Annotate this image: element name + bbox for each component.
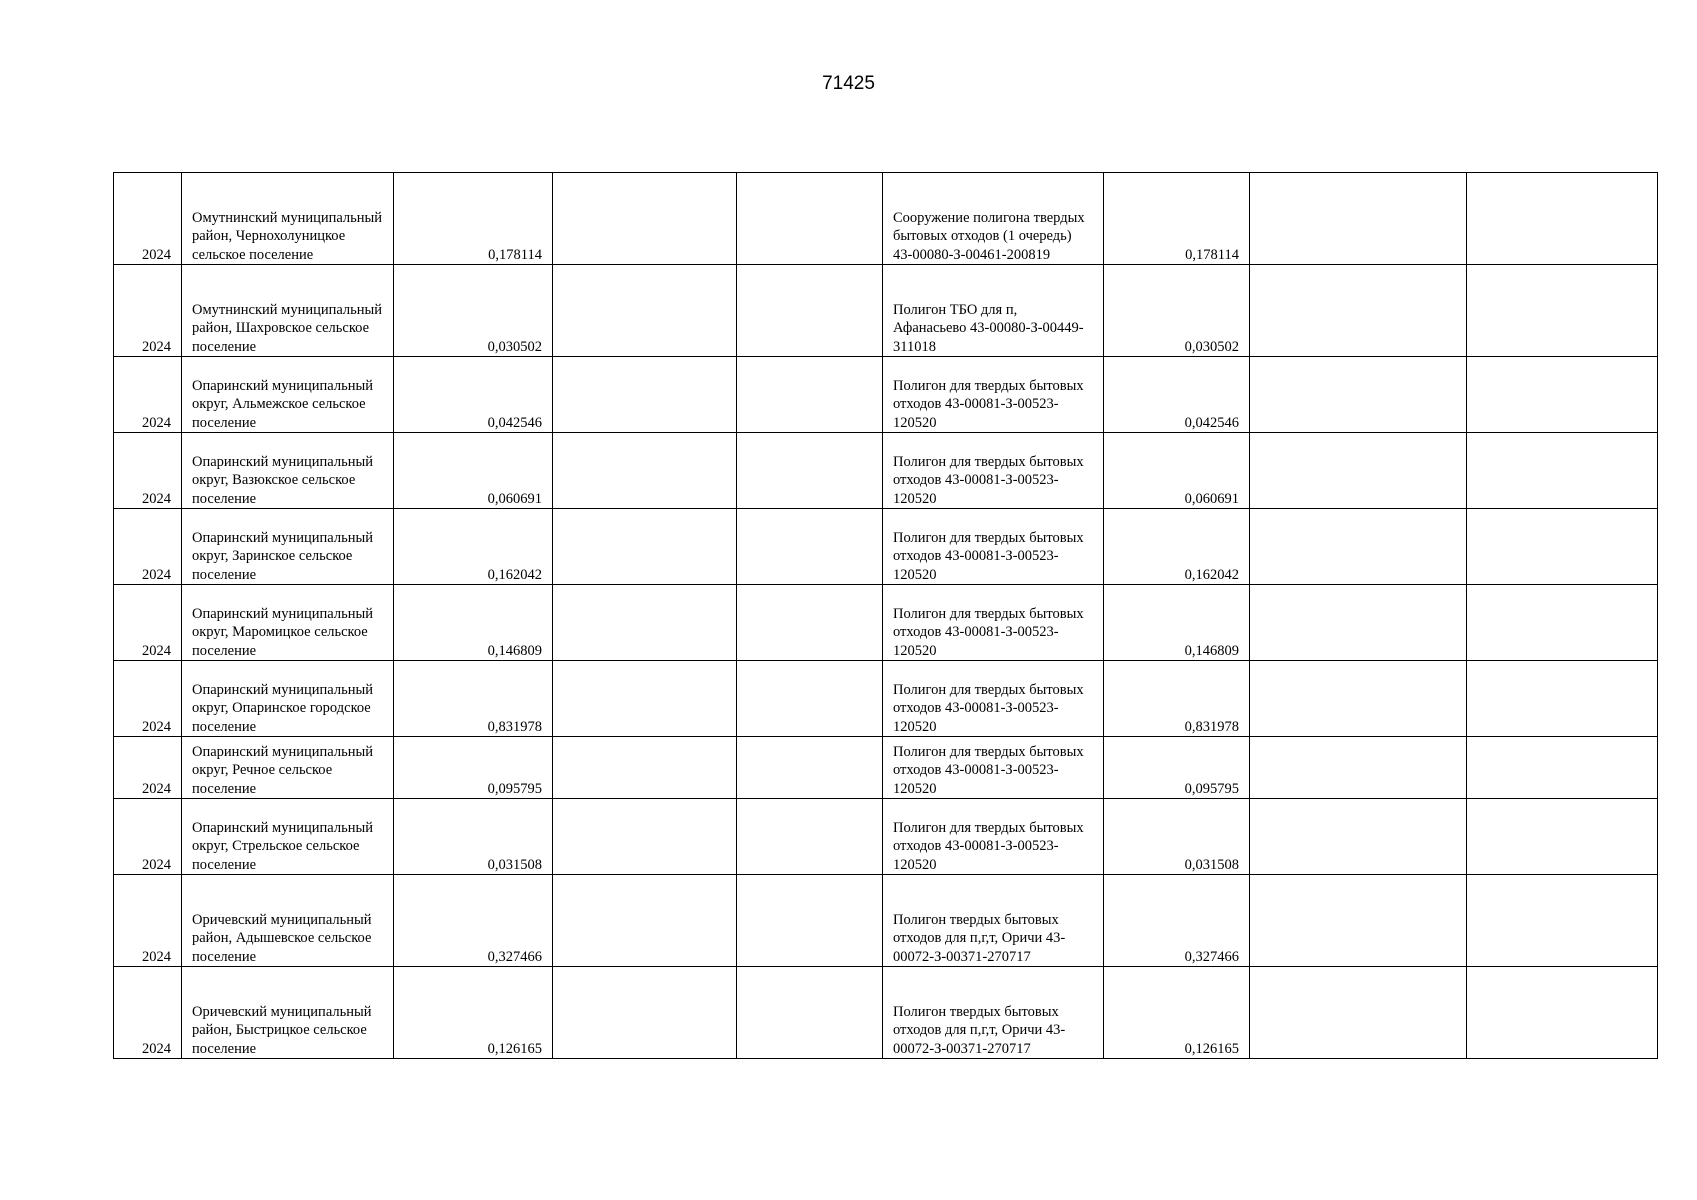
empty-cell [737, 357, 883, 433]
municipality-cell: Омутнинский муниципальный район, Шахровское сельское поселение [182, 265, 394, 357]
page-number: 71425 [822, 73, 875, 94]
empty-cell [1467, 433, 1658, 509]
table-row [114, 585, 1658, 661]
empty-cell [1250, 509, 1467, 585]
object-cell: Полигон твердых бытовых отходов для п,г,т, Оричи 43-00072-З-00371-270717 [883, 875, 1104, 967]
year-cell: 2024 [114, 967, 182, 1059]
empty-cell [553, 433, 737, 509]
table-row [114, 737, 1658, 799]
empty-cell [1467, 967, 1658, 1059]
municipality-cell: Омутнинский муниципальный район, Чернохолуницкое сельское поселение [182, 173, 394, 265]
municipality-cell: Опаринский муниципальный округ, Маромицкое сельское поселение [182, 585, 394, 661]
object-amount-cell: 0,042546 [1104, 357, 1250, 433]
year-cell: 2024 [114, 433, 182, 509]
empty-cell [1467, 737, 1658, 799]
empty-cell [1250, 875, 1467, 967]
empty-cell [1250, 967, 1467, 1059]
empty-cell [1250, 433, 1467, 509]
empty-cell [553, 357, 737, 433]
table-row [114, 173, 1658, 265]
year-cell: 2024 [114, 875, 182, 967]
object-cell: Полигон для твердых бытовых отходов 43-00081-З-00523-120520 [883, 737, 1104, 799]
empty-cell [1250, 585, 1467, 661]
empty-cell [1467, 799, 1658, 875]
table-row [114, 357, 1658, 433]
empty-cell [1250, 799, 1467, 875]
amount-cell: 0,146809 [394, 585, 553, 661]
object-cell: Полигон для твердых бытовых отходов 43-00081-З-00523-120520 [883, 433, 1104, 509]
municipality-cell: Опаринский муниципальный округ, Речное сельское поселение [182, 737, 394, 799]
table-row [114, 265, 1658, 357]
municipality-cell: Опаринский муниципальный округ, Альмежское сельское поселение [182, 357, 394, 433]
table-row [114, 967, 1658, 1059]
object-cell: Сооружение полигона твердых бытовых отходов (1 очередь) 43-00080-З-00461-200819 [883, 173, 1104, 265]
empty-cell [737, 875, 883, 967]
object-amount-cell: 0,162042 [1104, 509, 1250, 585]
table-row [114, 433, 1658, 509]
table-body [114, 173, 1658, 1059]
object-amount-cell: 0,327466 [1104, 875, 1250, 967]
year-cell: 2024 [114, 661, 182, 737]
empty-cell [737, 265, 883, 357]
municipality-cell: Опаринский муниципальный округ, Вазюкское сельское поселение [182, 433, 394, 509]
empty-cell [737, 585, 883, 661]
amount-cell: 0,178114 [394, 173, 553, 265]
empty-cell [737, 737, 883, 799]
object-amount-cell: 0,031508 [1104, 799, 1250, 875]
empty-cell [1467, 585, 1658, 661]
year-cell: 2024 [114, 357, 182, 433]
year-cell: 2024 [114, 737, 182, 799]
table-row [114, 875, 1658, 967]
empty-cell [1467, 173, 1658, 265]
empty-cell [737, 799, 883, 875]
year-cell: 2024 [114, 173, 182, 265]
table-row [114, 799, 1658, 875]
amount-cell: 0,095795 [394, 737, 553, 799]
year-cell: 2024 [114, 265, 182, 357]
object-amount-cell: 0,095795 [1104, 737, 1250, 799]
empty-cell [553, 265, 737, 357]
object-cell: Полигон для твердых бытовых отходов 43-00081-З-00523-120520 [883, 661, 1104, 737]
amount-cell: 0,831978 [394, 661, 553, 737]
object-amount-cell: 0,126165 [1104, 967, 1250, 1059]
object-cell: Полигон для твердых бытовых отходов 43-00081-З-00523-120520 [883, 509, 1104, 585]
empty-cell [737, 173, 883, 265]
empty-cell [1250, 661, 1467, 737]
empty-cell [1250, 173, 1467, 265]
municipality-cell: Опаринский муниципальный округ, Заринское сельское поселение [182, 509, 394, 585]
empty-cell [1250, 265, 1467, 357]
amount-cell: 0,042546 [394, 357, 553, 433]
amount-cell: 0,162042 [394, 509, 553, 585]
empty-cell [1250, 737, 1467, 799]
empty-cell [1250, 357, 1467, 433]
object-amount-cell: 0,178114 [1104, 173, 1250, 265]
amount-cell: 0,126165 [394, 967, 553, 1059]
object-amount-cell: 0,831978 [1104, 661, 1250, 737]
empty-cell [553, 661, 737, 737]
empty-cell [553, 173, 737, 265]
object-amount-cell: 0,060691 [1104, 433, 1250, 509]
empty-cell [553, 509, 737, 585]
object-cell: Полигон для твердых бытовых отходов 43-00081-З-00523-120520 [883, 799, 1104, 875]
empty-cell [737, 661, 883, 737]
empty-cell [737, 967, 883, 1059]
object-amount-cell: 0,030502 [1104, 265, 1250, 357]
object-cell: Полигон для твердых бытовых отходов 43-00081-З-00523-120520 [883, 585, 1104, 661]
empty-cell [553, 875, 737, 967]
empty-cell [1467, 265, 1658, 357]
empty-cell [1467, 875, 1658, 967]
amount-cell: 0,060691 [394, 433, 553, 509]
municipality-cell: Оричевский муниципальный район, Адышевское сельское поселение [182, 875, 394, 967]
data-table [113, 172, 1658, 1059]
empty-cell [1467, 661, 1658, 737]
object-cell: Полигон твердых бытовых отходов для п,г,т, Оричи 43-00072-З-00371-270717 [883, 967, 1104, 1059]
empty-cell [553, 799, 737, 875]
empty-cell [553, 967, 737, 1059]
amount-cell: 0,031508 [394, 799, 553, 875]
year-cell: 2024 [114, 509, 182, 585]
year-cell: 2024 [114, 799, 182, 875]
empty-cell [737, 509, 883, 585]
table-row [114, 661, 1658, 737]
year-cell: 2024 [114, 585, 182, 661]
empty-cell [1467, 509, 1658, 585]
municipality-cell: Опаринский муниципальный округ, Опаринское городское поселение [182, 661, 394, 737]
object-cell: Полигон для твердых бытовых отходов 43-00081-З-00523-120520 [883, 357, 1104, 433]
amount-cell: 0,327466 [394, 875, 553, 967]
object-cell: Полигон ТБО для п, Афанасьево 43-00080-З-00449-311018 [883, 265, 1104, 357]
table-row [114, 509, 1658, 585]
empty-cell [553, 585, 737, 661]
empty-cell [737, 433, 883, 509]
empty-cell [1467, 357, 1658, 433]
object-amount-cell: 0,146809 [1104, 585, 1250, 661]
municipality-cell: Опаринский муниципальный округ, Стрельское сельское поселение [182, 799, 394, 875]
empty-cell [553, 737, 737, 799]
amount-cell: 0,030502 [394, 265, 553, 357]
municipality-cell: Оричевский муниципальный район, Быстрицкое сельское поселение [182, 967, 394, 1059]
